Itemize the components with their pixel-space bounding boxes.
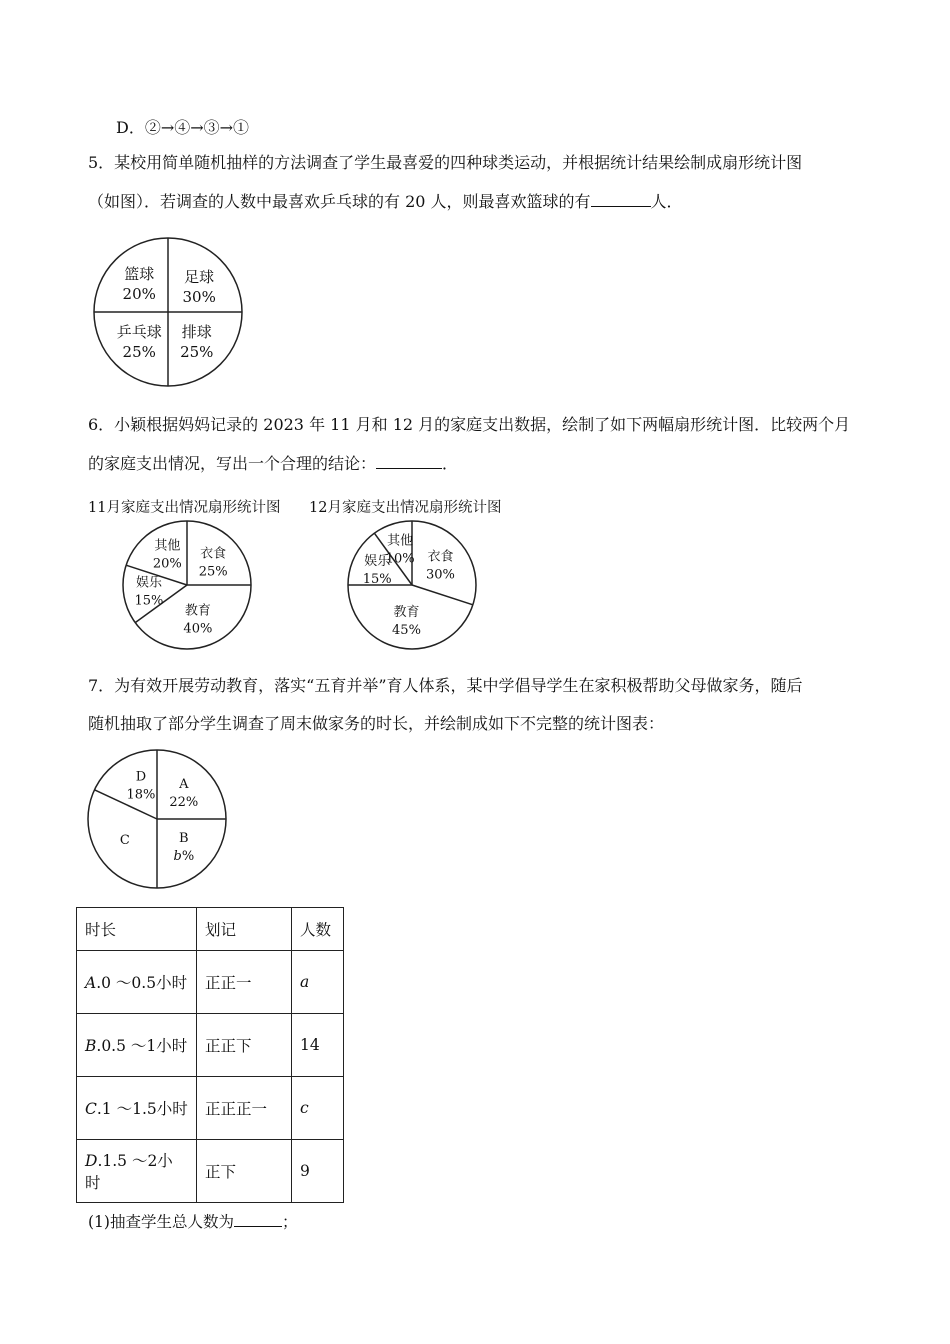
q7-text-line1: 7．为有效开展劳动教育，落实“五育并举”育人体系，某中学倡导学生在家积极帮助父母做家务，随后 [88, 676, 803, 695]
row-c-count: c [292, 1077, 344, 1140]
q7-text-line2: 随机抽取了部分学生调查了周末做家务的时长，并绘制成如下不完整的统计图表： [88, 714, 665, 733]
nov-pie-slice-label: 娱乐 [135, 575, 162, 591]
q5-line2-before: （如图）．若调查的人数中最喜欢乒乓球的有 20 人，则最喜欢篮球的有 [88, 192, 591, 211]
q6-text-line1: 6．小颖根据妈妈记录的 2023 年 11 月和 12 月的家庭支出数据，绘制了如下两幅扇形统计图．比较两个月 [88, 415, 851, 434]
q5-pie-slice-label: 乒乓球 [116, 322, 162, 341]
header-tally: 划记 [197, 908, 292, 951]
q7-pie-slice-label: B [179, 830, 189, 846]
header-duration: 时长 [77, 908, 197, 951]
row-d-tally: 正下 [197, 1140, 292, 1203]
nov-pie-chart [122, 520, 252, 650]
dec-pie-slice-label: 衣食 [427, 549, 454, 565]
q5-answer-blank[interactable] [591, 191, 651, 207]
q7-sub1-before: (1)抽查学生总人数为 [88, 1213, 234, 1231]
nov-pie-slice-label: 其他 [154, 538, 181, 554]
dec-pie-slice-label: 其他 [387, 533, 414, 549]
dec-chart-caption: 12月家庭支出情况扇形统计图 [309, 500, 502, 516]
q4-option-d: D．②→④→③→① [116, 118, 250, 137]
q7-pie-slice-value: 22% [169, 795, 199, 811]
row-a-tally: 正正一 [197, 951, 292, 1014]
row-d-duration: D.1.5 ～2小时 [77, 1140, 197, 1203]
q5-pie-chart [93, 237, 243, 387]
q6-line2-after: ． [442, 454, 459, 473]
q7-sub1-answer-blank[interactable] [234, 1211, 282, 1227]
q5-pie-slice-value: 20% [122, 285, 156, 304]
header-count: 人数 [292, 908, 344, 951]
dec-pie-slice-value: 45% [392, 622, 421, 638]
row-b-duration: B.0.5 ～1小时 [77, 1014, 197, 1077]
q7-pie-chart [87, 749, 227, 889]
table-row [77, 1014, 344, 1077]
q7-sub1 [88, 1211, 297, 1232]
table-row [77, 1140, 344, 1203]
row-b-tally: 正正下 [197, 1014, 292, 1077]
nov-pie-slice-label: 衣食 [200, 546, 227, 562]
q7-sub1-after: ； [281, 1213, 298, 1231]
q7-pie-slice-label: C [119, 833, 130, 849]
q5-pie-slice-label: 排球 [181, 322, 212, 341]
nov-pie-slice-value: 15% [134, 593, 164, 609]
q7-pie-slice-value: 18% [126, 787, 156, 803]
table-row [77, 951, 344, 1014]
dec-pie-slice-label: 娱乐 [364, 553, 391, 569]
row-d-count: 9 [292, 1140, 344, 1203]
q6-text-line2 [88, 453, 458, 474]
q5-text-line2 [88, 191, 683, 212]
q7-pie-slice-value: b% [173, 848, 195, 864]
q5-line2-after: 人． [650, 192, 683, 211]
row-b-count: 14 [292, 1014, 344, 1077]
q5-pie-slice-label: 篮球 [124, 265, 155, 284]
dec-pie-boundary [412, 585, 473, 605]
q7-pie-slice-label: A [179, 777, 189, 793]
table-row [77, 1077, 344, 1140]
q5-pie-slice-value: 30% [182, 287, 216, 306]
dec-pie-slice-label: 教育 [393, 604, 420, 620]
nov-pie-slice-value: 40% [183, 621, 213, 637]
q5-pie-slice-value: 25% [122, 342, 156, 361]
nov-pie-slice-value: 20% [152, 556, 182, 572]
q6-answer-blank[interactable] [376, 453, 442, 469]
q7-pie-slice-label: D [135, 769, 147, 785]
q5-pie-slice-value: 25% [180, 342, 214, 361]
row-a-count: a [292, 951, 344, 1014]
q6-line2-before: 的家庭支出情况，写出一个合理的结论： [88, 454, 377, 473]
dec-pie-slice-value: 10% [385, 551, 415, 567]
nov-pie-slice-label: 教育 [184, 603, 211, 619]
q5-pie-slice-label: 足球 [184, 267, 215, 286]
row-c-duration: C.1 ～1.5小时 [77, 1077, 197, 1140]
dec-pie-slice-value: 15% [362, 571, 392, 587]
table-header-row [77, 908, 344, 951]
row-a-duration: A.0 ～0.5小时 [77, 951, 197, 1014]
dec-pie-chart [347, 520, 477, 650]
nov-chart-caption: 11月家庭支出情况扇形统计图 [88, 500, 281, 516]
q5-text-line1: 5．某校用简单随机抽样的方法调查了学生最喜爱的四种球类运动，并根据统计结果绘制成扇形统计图 [88, 153, 803, 172]
dec-pie-slice-value: 30% [426, 567, 455, 583]
nov-pie-slice-value: 25% [198, 564, 228, 580]
row-c-tally: 正正正一 [197, 1077, 292, 1140]
housework-table [76, 907, 344, 1203]
